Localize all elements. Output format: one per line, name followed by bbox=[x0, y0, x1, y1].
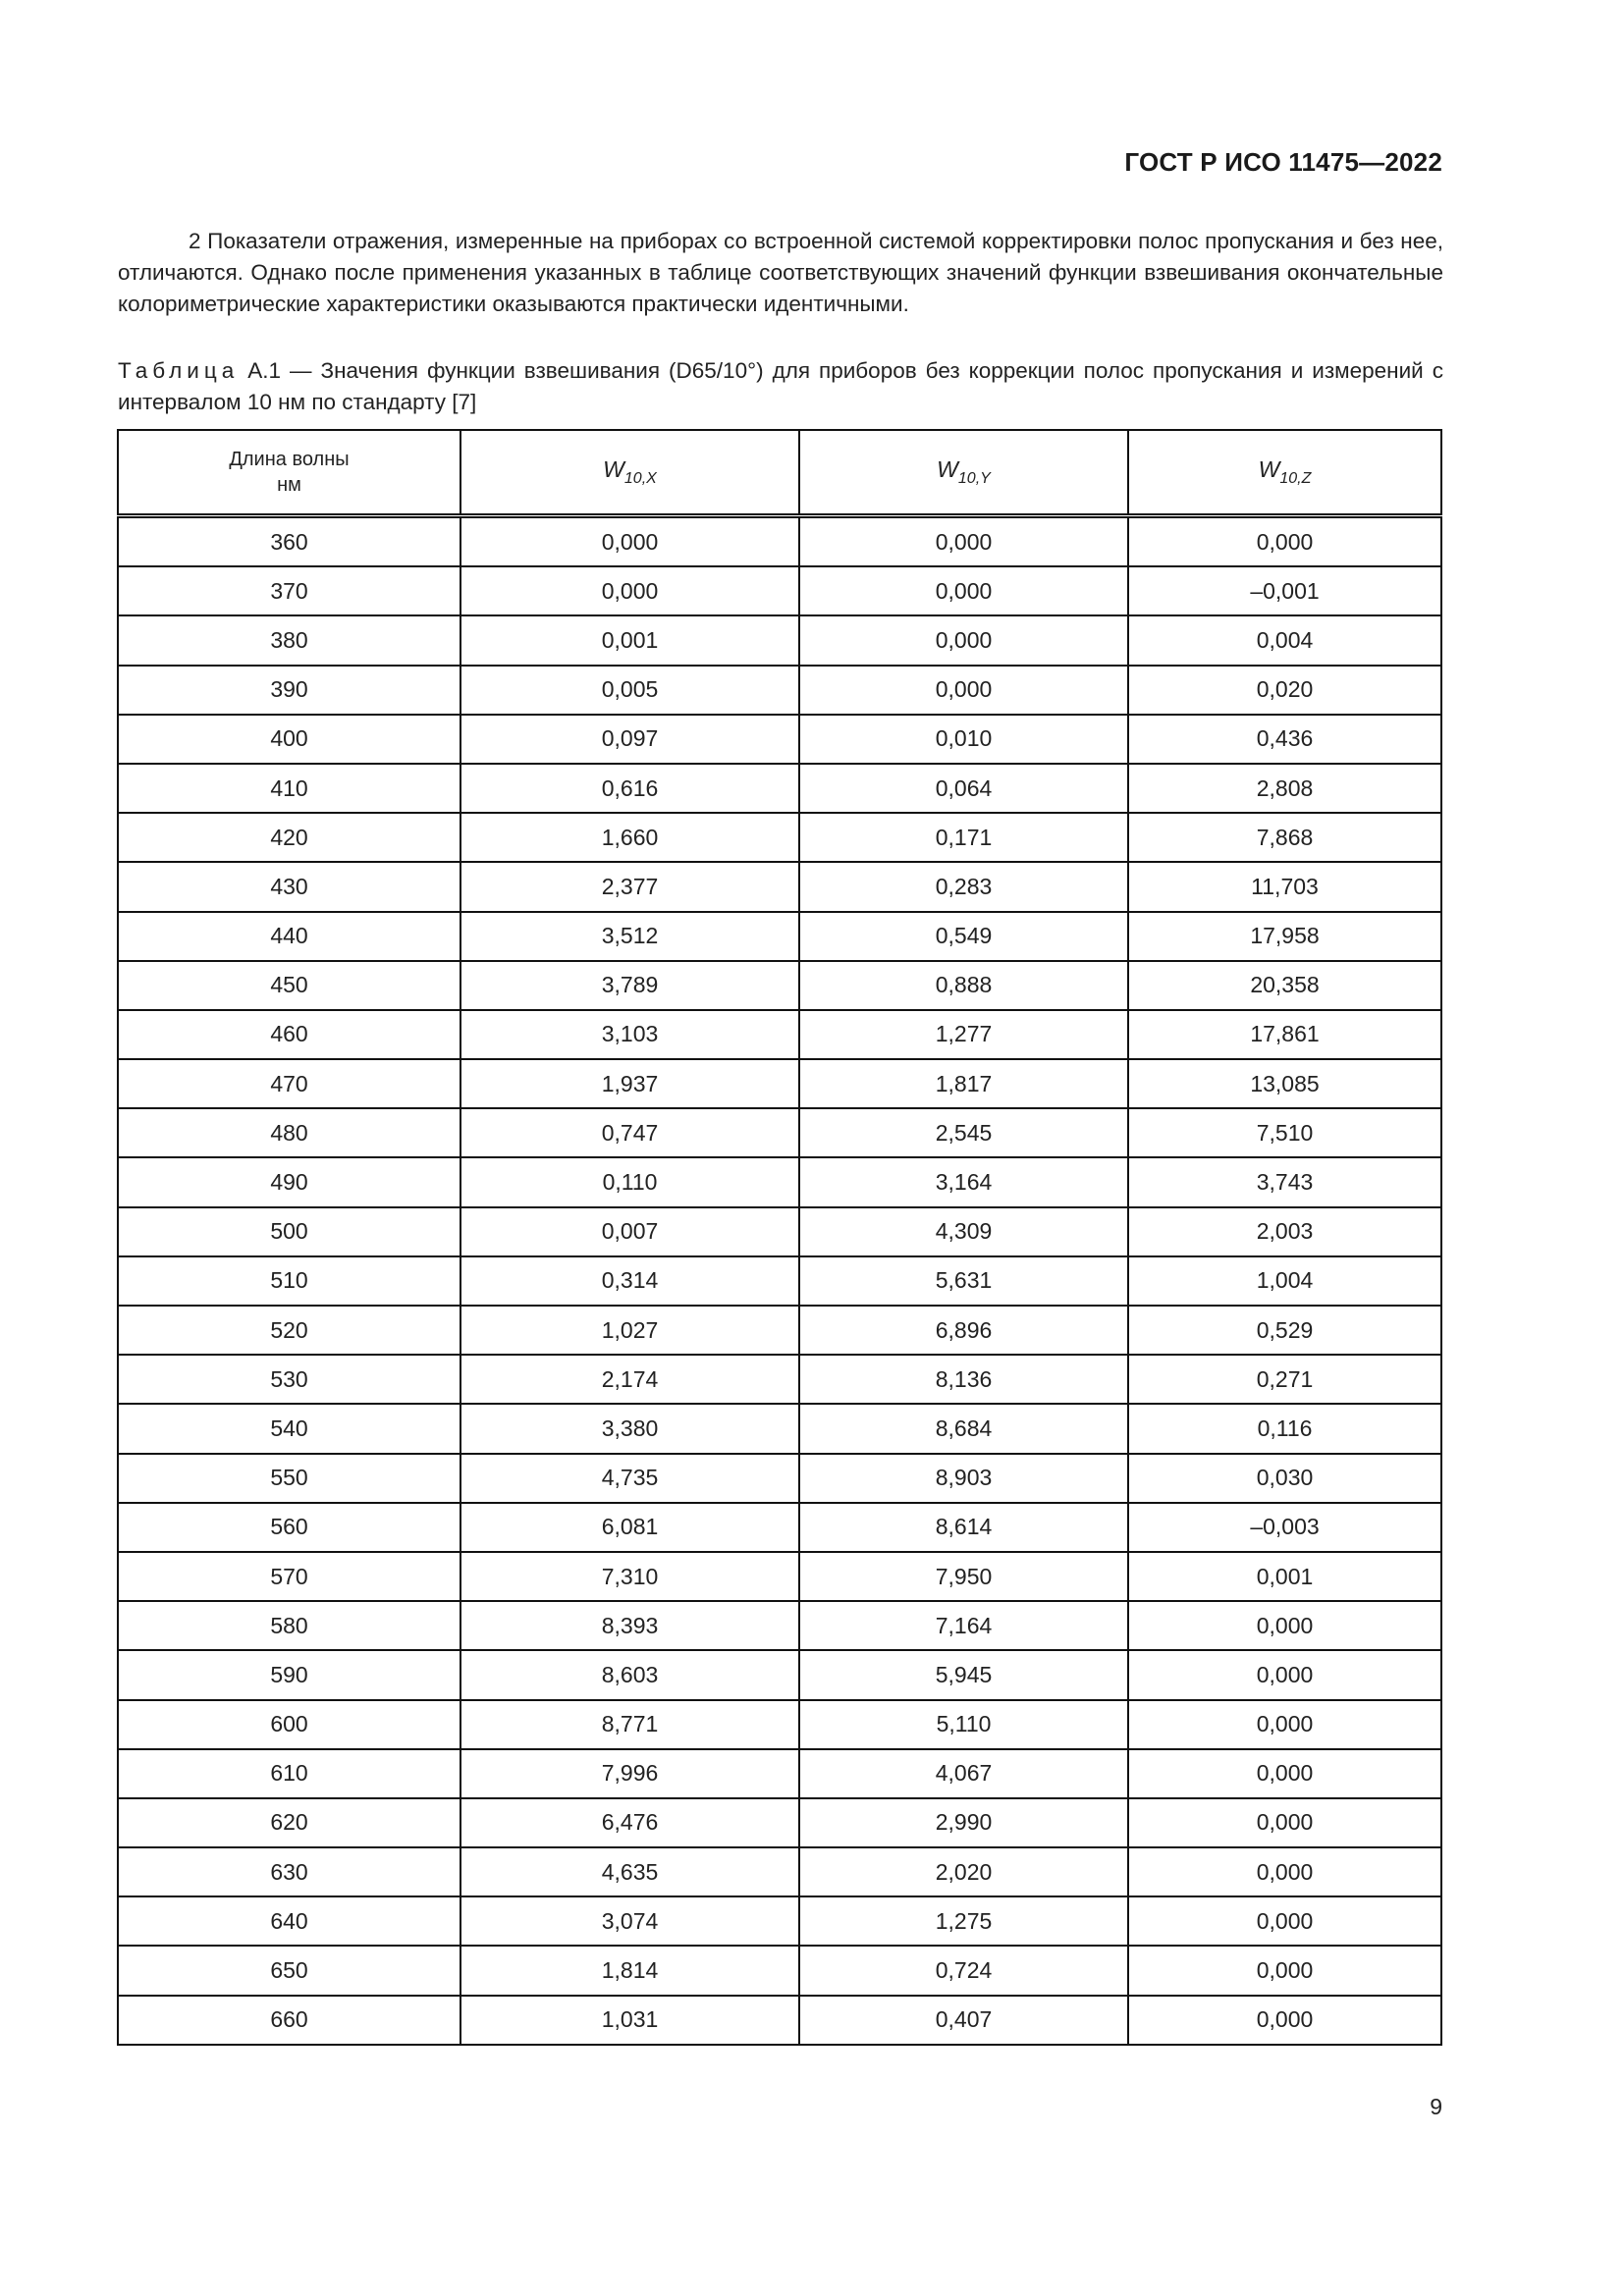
table-row bbox=[118, 1454, 1441, 1503]
cell-w10x: 0,747 bbox=[460, 1108, 799, 1157]
cell-w10y: 0,000 bbox=[799, 566, 1128, 615]
table-row bbox=[118, 1355, 1441, 1404]
table-row bbox=[118, 1749, 1441, 1798]
weighting-function-table bbox=[117, 429, 1442, 2046]
cell-w10x: 1,660 bbox=[460, 813, 799, 862]
cell-w10z: 0,000 bbox=[1128, 1847, 1441, 1896]
cell-wavelength: 360 bbox=[118, 516, 460, 567]
cell-wavelength: 540 bbox=[118, 1404, 460, 1453]
cell-w10y: 4,309 bbox=[799, 1207, 1128, 1256]
cell-w10x: 0,110 bbox=[460, 1157, 799, 1206]
cell-w10x: 6,081 bbox=[460, 1503, 799, 1552]
cell-w10x: 4,635 bbox=[460, 1847, 799, 1896]
cell-w10y: 2,020 bbox=[799, 1847, 1128, 1896]
cell-w10y: 2,545 bbox=[799, 1108, 1128, 1157]
cell-w10z: 0,004 bbox=[1128, 615, 1441, 665]
table-row bbox=[118, 1306, 1441, 1355]
page-number: 9 bbox=[1430, 2094, 1442, 2119]
cell-wavelength: 460 bbox=[118, 1010, 460, 1059]
cell-w10y: 0,888 bbox=[799, 961, 1128, 1010]
cell-wavelength: 500 bbox=[118, 1207, 460, 1256]
table-row bbox=[118, 615, 1441, 665]
cell-wavelength: 430 bbox=[118, 862, 460, 911]
cell-w10y: 0,064 bbox=[799, 764, 1128, 813]
cell-wavelength: 610 bbox=[118, 1749, 460, 1798]
table-row bbox=[118, 516, 1441, 567]
table-row bbox=[118, 1946, 1441, 1995]
cell-wavelength: 450 bbox=[118, 961, 460, 1010]
cell-w10x: 3,512 bbox=[460, 912, 799, 961]
cell-w10z: 2,808 bbox=[1128, 764, 1441, 813]
cell-w10x: 1,027 bbox=[460, 1306, 799, 1355]
cell-w10x: 0,000 bbox=[460, 516, 799, 567]
cell-wavelength: 550 bbox=[118, 1454, 460, 1503]
cell-w10x: 7,310 bbox=[460, 1552, 799, 1601]
cell-w10z: 0,000 bbox=[1128, 1946, 1441, 1995]
table-row bbox=[118, 1503, 1441, 1552]
cell-wavelength: 580 bbox=[118, 1601, 460, 1650]
header-w10x bbox=[460, 430, 799, 516]
cell-w10y: 1,817 bbox=[799, 1059, 1128, 1108]
cell-w10z: 11,703 bbox=[1128, 862, 1441, 911]
cell-w10z: 0,000 bbox=[1128, 1700, 1441, 1749]
table-row bbox=[118, 715, 1441, 764]
cell-wavelength: 470 bbox=[118, 1059, 460, 1108]
table-row bbox=[118, 1700, 1441, 1749]
cell-w10y: 0,000 bbox=[799, 615, 1128, 665]
table-caption bbox=[118, 355, 1443, 418]
table-caption-text: А.1 — Значения функции взвешивания (D65/10°) для приборов без коррекции полос пропускания и измерений с интервалом 10 нм по стандарту [7] bbox=[118, 358, 1443, 414]
cell-w10z: 17,958 bbox=[1128, 912, 1441, 961]
cell-w10z: 0,529 bbox=[1128, 1306, 1441, 1355]
cell-w10y: 0,000 bbox=[799, 666, 1128, 715]
cell-wavelength: 620 bbox=[118, 1798, 460, 1847]
table-row bbox=[118, 1256, 1441, 1306]
cell-w10x: 2,174 bbox=[460, 1355, 799, 1404]
cell-w10x: 0,097 bbox=[460, 715, 799, 764]
cell-w10y: 0,010 bbox=[799, 715, 1128, 764]
table-row bbox=[118, 1552, 1441, 1601]
table-row bbox=[118, 666, 1441, 715]
table-caption-label: Таблица bbox=[118, 358, 240, 383]
cell-w10x: 1,031 bbox=[460, 1996, 799, 2045]
cell-wavelength: 590 bbox=[118, 1650, 460, 1699]
cell-w10z: 0,000 bbox=[1128, 1749, 1441, 1798]
cell-w10z: 0,271 bbox=[1128, 1355, 1441, 1404]
table-row bbox=[118, 1847, 1441, 1896]
cell-w10x: 3,380 bbox=[460, 1404, 799, 1453]
cell-w10x: 4,735 bbox=[460, 1454, 799, 1503]
cell-w10z: 0,030 bbox=[1128, 1454, 1441, 1503]
cell-w10x: 0,616 bbox=[460, 764, 799, 813]
cell-w10y: 8,684 bbox=[799, 1404, 1128, 1453]
table-row bbox=[118, 1010, 1441, 1059]
cell-w10x: 1,937 bbox=[460, 1059, 799, 1108]
cell-w10z: 0,000 bbox=[1128, 1798, 1441, 1847]
header-w10y bbox=[799, 430, 1128, 516]
cell-w10y: 7,950 bbox=[799, 1552, 1128, 1601]
cell-w10y: 0,724 bbox=[799, 1946, 1128, 1995]
cell-wavelength: 420 bbox=[118, 813, 460, 862]
cell-w10z: 0,000 bbox=[1128, 1996, 1441, 2045]
cell-w10y: 2,990 bbox=[799, 1798, 1128, 1847]
table-row bbox=[118, 1157, 1441, 1206]
cell-w10z: 20,358 bbox=[1128, 961, 1441, 1010]
cell-wavelength: 510 bbox=[118, 1256, 460, 1306]
cell-w10z: –0,003 bbox=[1128, 1503, 1441, 1552]
cell-w10y: 6,896 bbox=[799, 1306, 1128, 1355]
cell-w10z: 17,861 bbox=[1128, 1010, 1441, 1059]
cell-w10z: 0,001 bbox=[1128, 1552, 1441, 1601]
cell-w10y: 0,549 bbox=[799, 912, 1128, 961]
cell-w10x: 0,314 bbox=[460, 1256, 799, 1306]
cell-w10y: 1,277 bbox=[799, 1010, 1128, 1059]
cell-w10z: 7,868 bbox=[1128, 813, 1441, 862]
cell-wavelength: 390 bbox=[118, 666, 460, 715]
cell-w10y: 5,110 bbox=[799, 1700, 1128, 1749]
cell-wavelength: 660 bbox=[118, 1996, 460, 2045]
cell-wavelength: 490 bbox=[118, 1157, 460, 1206]
cell-w10y: 0,000 bbox=[799, 516, 1128, 567]
cell-w10z: 0,000 bbox=[1128, 1601, 1441, 1650]
cell-w10y: 0,283 bbox=[799, 862, 1128, 911]
cell-wavelength: 600 bbox=[118, 1700, 460, 1749]
cell-w10z: 0,000 bbox=[1128, 1650, 1441, 1699]
table-row bbox=[118, 1108, 1441, 1157]
cell-wavelength: 400 bbox=[118, 715, 460, 764]
table-row bbox=[118, 862, 1441, 911]
cell-w10x: 0,007 bbox=[460, 1207, 799, 1256]
header-w10x-subscript: 10,X bbox=[623, 470, 657, 487]
table-row bbox=[118, 1207, 1441, 1256]
table-row bbox=[118, 566, 1441, 615]
header-w10z-subscript: 10,Z bbox=[1279, 470, 1312, 487]
cell-w10z: 2,003 bbox=[1128, 1207, 1441, 1256]
table-row bbox=[118, 1404, 1441, 1453]
cell-w10y: 0,171 bbox=[799, 813, 1128, 862]
cell-w10x: 2,377 bbox=[460, 862, 799, 911]
cell-w10y: 1,275 bbox=[799, 1896, 1128, 1946]
cell-w10x: 8,603 bbox=[460, 1650, 799, 1699]
cell-w10x: 3,789 bbox=[460, 961, 799, 1010]
cell-w10z: 0,000 bbox=[1128, 1896, 1441, 1946]
cell-w10z: 0,020 bbox=[1128, 666, 1441, 715]
table-row bbox=[118, 961, 1441, 1010]
cell-w10z: 3,743 bbox=[1128, 1157, 1441, 1206]
table-row bbox=[118, 1996, 1441, 2045]
cell-wavelength: 520 bbox=[118, 1306, 460, 1355]
cell-wavelength: 570 bbox=[118, 1552, 460, 1601]
cell-w10x: 8,393 bbox=[460, 1601, 799, 1650]
cell-w10y: 5,631 bbox=[799, 1256, 1128, 1306]
cell-wavelength: 530 bbox=[118, 1355, 460, 1404]
header-w10x-symbol: W bbox=[603, 456, 624, 482]
cell-w10z: 13,085 bbox=[1128, 1059, 1441, 1108]
cell-wavelength: 440 bbox=[118, 912, 460, 961]
weighting-table-container bbox=[117, 429, 1442, 2046]
cell-wavelength: 640 bbox=[118, 1896, 460, 1946]
table-row bbox=[118, 813, 1441, 862]
header-w10z-symbol: W bbox=[1258, 456, 1280, 482]
header-w10y-symbol: W bbox=[937, 456, 958, 482]
cell-w10y: 8,614 bbox=[799, 1503, 1128, 1552]
cell-w10x: 0,005 bbox=[460, 666, 799, 715]
cell-wavelength: 370 bbox=[118, 566, 460, 615]
cell-w10z: 1,004 bbox=[1128, 1256, 1441, 1306]
cell-wavelength: 380 bbox=[118, 615, 460, 665]
cell-w10x: 8,771 bbox=[460, 1700, 799, 1749]
cell-w10y: 7,164 bbox=[799, 1601, 1128, 1650]
cell-w10x: 3,074 bbox=[460, 1896, 799, 1946]
cell-w10y: 0,407 bbox=[799, 1996, 1128, 2045]
cell-w10x: 7,996 bbox=[460, 1749, 799, 1798]
table-row bbox=[118, 1896, 1441, 1946]
cell-w10z: 0,436 bbox=[1128, 715, 1441, 764]
cell-w10z: 7,510 bbox=[1128, 1108, 1441, 1157]
cell-wavelength: 630 bbox=[118, 1847, 460, 1896]
table-row bbox=[118, 764, 1441, 813]
table-row bbox=[118, 1059, 1441, 1108]
header-w10z bbox=[1128, 430, 1441, 516]
cell-wavelength: 410 bbox=[118, 764, 460, 813]
cell-w10x: 3,103 bbox=[460, 1010, 799, 1059]
cell-w10x: 1,814 bbox=[460, 1946, 799, 1995]
cell-w10y: 8,136 bbox=[799, 1355, 1128, 1404]
header-wavelength-unit: нм bbox=[277, 474, 301, 496]
table-row bbox=[118, 1798, 1441, 1847]
cell-w10z: –0,001 bbox=[1128, 566, 1441, 615]
cell-w10x: 0,000 bbox=[460, 566, 799, 615]
cell-w10x: 0,001 bbox=[460, 615, 799, 665]
table-body bbox=[118, 516, 1441, 2045]
table-row bbox=[118, 1650, 1441, 1699]
cell-wavelength: 560 bbox=[118, 1503, 460, 1552]
document-standard-header: ГОСТ Р ИСО 11475—2022 bbox=[1124, 147, 1442, 177]
header-w10y-subscript: 10,Y bbox=[957, 470, 991, 487]
header-wavelength bbox=[118, 430, 460, 516]
cell-w10y: 3,164 bbox=[799, 1157, 1128, 1206]
note-paragraph: 2 Показатели отражения, измеренные на приборах со встроенной системой корректировки полос пропускания и без нее, отличаются. Однако после применения указанных в таблице соответствующих значений функции взвешивания окончательные колориметрические характеристики оказываются практически идентичными. bbox=[118, 229, 1443, 316]
table-row bbox=[118, 1601, 1441, 1650]
header-wavelength-label: Длина волны bbox=[229, 449, 350, 470]
cell-w10y: 4,067 bbox=[799, 1749, 1128, 1798]
cell-w10x: 6,476 bbox=[460, 1798, 799, 1847]
table-row bbox=[118, 912, 1441, 961]
cell-w10y: 8,903 bbox=[799, 1454, 1128, 1503]
cell-w10y: 5,945 bbox=[799, 1650, 1128, 1699]
cell-w10z: 0,116 bbox=[1128, 1404, 1441, 1453]
table-header-row bbox=[118, 430, 1441, 516]
cell-wavelength: 650 bbox=[118, 1946, 460, 1995]
cell-w10z: 0,000 bbox=[1128, 516, 1441, 567]
cell-wavelength: 480 bbox=[118, 1108, 460, 1157]
